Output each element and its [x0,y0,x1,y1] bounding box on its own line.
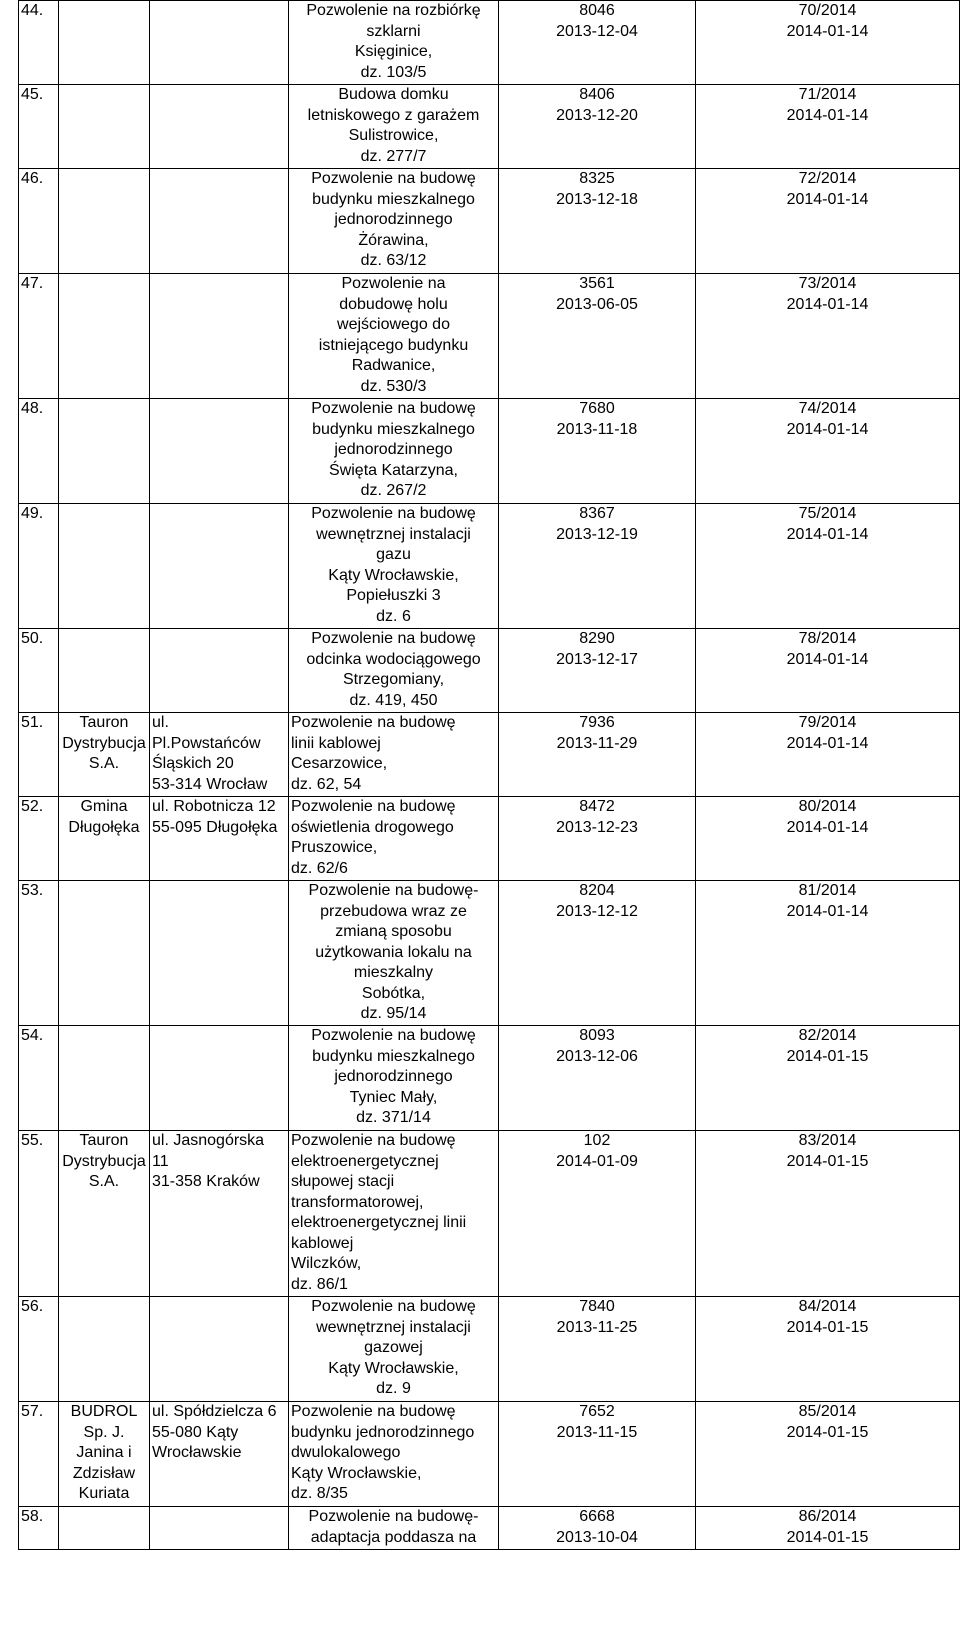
decision-cell [696,1297,960,1402]
object-cell-line: wejściowego do [337,316,450,333]
object-cell-line: Święta Katarzyna, [329,461,458,479]
investor-cell [59,713,150,797]
table-row [19,881,960,1026]
decision-cell-line: 75/2014 [798,505,857,522]
investor-cell-line: S.A. [88,1173,120,1190]
application-cell-line: 8290 [579,630,615,647]
address-cell [150,504,289,629]
object-cell-line: wewnętrznej instalacji [316,1318,471,1336]
decision-cell-line: 2014-01-14 [786,190,869,208]
decision-cell-line: 2014-01-14 [786,525,869,543]
table-row [19,1402,960,1507]
application-cell [499,399,696,504]
address-cell-line: ul. [152,714,169,731]
object-cell [289,169,499,274]
decision-cell-line: 70/2014 [798,2,857,19]
address-cell [150,1,289,85]
object-cell-line: Popiełuszki 3 [346,587,441,604]
row-number: 54. [19,1026,59,1131]
object-cell-line: Pozwolenie na rozbiórkę [306,2,481,19]
row-number: 47. [19,274,59,399]
investor-cell [59,1507,150,1550]
address-cell-line: Wrocławskie [152,1444,242,1461]
investor-cell-line: S.A. [88,755,120,772]
address-cell [150,629,289,713]
application-cell-line: 102 [583,1132,611,1149]
object-cell-line: Kąty Wrocławskie, [291,1464,422,1482]
table-row [19,1026,960,1131]
object-cell-line: letniskowego z garażem [307,106,480,124]
object-cell-line: dz. 6 [376,607,411,625]
application-cell [499,274,696,399]
investor-cell [59,629,150,713]
object-cell-line: Strzegomiany, [342,671,445,688]
decision-cell-line: 2014-01-14 [786,22,869,40]
table-row [19,629,960,713]
object-cell-line: Wilczków, [291,1255,362,1272]
address-cell [150,1131,289,1297]
application-cell [499,1131,696,1297]
decision-cell [696,881,960,1026]
row-number: 52. [19,797,59,881]
address-cell-line: 31-358 Kraków [152,1173,260,1190]
object-cell-line: Pozwolenie na budowę [291,714,456,731]
application-cell [499,629,696,713]
row-number: 56. [19,1297,59,1402]
investor-cell-line: Dystrybucja [62,1152,146,1170]
object-cell-line: budynku mieszkalnego [312,420,475,438]
application-cell [499,504,696,629]
application-cell-line: 2013-12-20 [556,106,638,124]
application-cell [499,881,696,1026]
table-row [19,504,960,629]
object-cell-line: jednorodzinnego [334,211,453,228]
object-cell-line: transformatorowej, [291,1193,424,1211]
permits-register-body [19,1,960,1550]
decision-cell-line: 72/2014 [798,170,857,187]
object-cell [289,85,499,169]
decision-cell [696,504,960,629]
investor-cell [59,1026,150,1131]
decision-cell-line: 2014-01-14 [786,734,869,752]
decision-cell [696,169,960,274]
address-cell [150,274,289,399]
application-cell-line: 8204 [579,882,615,899]
decision-cell [696,1,960,85]
application-cell-line: 8093 [579,1027,615,1044]
object-cell-line: Pozwolenie na budowę [311,400,476,417]
object-cell-line: Kąty Wrocławskie, [328,1359,459,1377]
object-cell [289,399,499,504]
application-cell-line: 2013-12-18 [556,190,638,208]
object-cell-line: linii kablowej [291,734,381,752]
decision-cell [696,1402,960,1507]
decision-cell [696,797,960,881]
object-cell-line: Sulistrowice, [348,127,439,144]
address-cell [150,797,289,881]
application-cell-line: 2013-11-29 [556,734,638,752]
object-cell-line: użytkowania lokalu na [315,943,472,961]
address-cell-line: ul. Spółdzielcza 6 [152,1403,277,1420]
investor-cell [59,1,150,85]
object-cell [289,881,499,1026]
object-cell-line: dz. 62, 54 [291,775,362,793]
object-cell-line: gazowej [364,1339,423,1356]
decision-cell [696,1131,960,1297]
investor-cell-line: Zdzisław Kuriata [72,1464,136,1502]
row-number: 45. [19,85,59,169]
object-cell [289,1131,499,1297]
application-cell-line: 8325 [579,170,615,187]
decision-cell [696,85,960,169]
object-cell-line: dz. 9 [376,1380,411,1397]
object-cell-line: Pozwolenie na budowę [311,630,476,647]
investor-cell [59,1131,150,1297]
row-number: 57. [19,1402,59,1507]
application-cell-line: 2014-01-09 [556,1152,638,1170]
object-cell-line: słupowej stacji [291,1173,395,1190]
application-cell-line: 7840 [579,1298,615,1315]
object-cell-line: jednorodzinnego [334,441,453,458]
investor-cell [59,399,150,504]
object-cell-line: jednorodzinnego [334,1068,453,1085]
investor-cell-line: Tauron [79,1132,129,1149]
object-cell-line: Pozwolenie na budowę [291,1403,456,1420]
object-cell-line: oświetlenia drogowego [291,818,454,836]
object-cell-line: Radwanice, [351,357,436,374]
application-cell-line: 3561 [579,275,615,292]
object-cell-line: istniejącego budynku [318,336,469,354]
application-cell-line: 2013-10-04 [556,1528,638,1546]
application-cell [499,85,696,169]
row-number: 55. [19,1131,59,1297]
table-row [19,85,960,169]
decision-cell-line: 2014-01-14 [786,902,869,920]
table-row [19,399,960,504]
object-cell-line: budynku mieszkalnego [312,1047,475,1065]
object-cell-line: odcinka wodociągowego [306,650,481,668]
object-cell-line: Pozwolenie na budowę [311,505,476,522]
object-cell-line: Pruszowice, [291,839,378,856]
investor-cell-line: Gmina [80,798,128,815]
investor-cell [59,504,150,629]
application-cell [499,169,696,274]
investor-cell [59,169,150,274]
application-cell [499,1297,696,1402]
application-cell [499,1507,696,1550]
decision-cell-line: 2014-01-15 [786,1318,869,1336]
object-cell-line: dz. 530/3 [360,377,427,395]
object-cell-line: dz. 86/1 [291,1275,348,1293]
object-cell-line: Księginice, [354,43,433,60]
address-cell [150,1026,289,1131]
application-cell-line: 2013-12-06 [556,1047,638,1065]
object-cell-line: Pozwolenie na budowę [311,1298,476,1315]
object-cell-line: szklarni [366,22,421,40]
decision-cell-line: 85/2014 [798,1403,857,1420]
address-cell [150,1402,289,1507]
object-cell-line: zmianą sposobu [335,923,452,940]
address-cell-line: 53-314 Wrocław [152,775,268,793]
address-cell [150,1507,289,1550]
object-cell-line: Sobótka, [361,984,426,1002]
object-cell-line: Pozwolenie na budowę- [308,882,479,899]
decision-cell-line: 2014-01-15 [786,1423,869,1441]
object-cell-line: dz. 95/14 [360,1005,427,1022]
object-cell [289,274,499,399]
decision-cell-line: 86/2014 [798,1508,857,1525]
object-cell-line: Pozwolenie na [341,275,446,292]
object-cell [289,629,499,713]
object-cell [289,1402,499,1507]
table-row [19,1131,960,1297]
application-cell-line: 2013-12-04 [556,22,638,40]
investor-cell [59,1402,150,1507]
object-cell-line: Pozwolenie na budowę [311,1027,476,1044]
decision-cell-line: 2014-01-14 [786,818,869,836]
decision-cell-line: 83/2014 [798,1132,857,1149]
application-cell-line: 7652 [579,1403,615,1420]
decision-cell-line: 84/2014 [798,1298,857,1315]
object-cell-line: adaptacja poddasza na [310,1528,477,1546]
investor-cell-line: Tauron [79,714,129,731]
row-number: 49. [19,504,59,629]
object-cell [289,504,499,629]
decision-cell [696,399,960,504]
object-cell-line: dz. 8/35 [291,1485,348,1502]
object-cell-line: dobudowę holu [339,295,448,313]
object-cell-line: Budowa domku [338,86,449,103]
investor-cell-line: Długołęka [68,818,140,836]
decision-cell [696,274,960,399]
object-cell-line: gazu [376,546,411,563]
object-cell-line: budynku jednorodzinnego [291,1423,475,1441]
investor-cell [59,797,150,881]
object-cell-line: dwulokalowego [291,1444,401,1461]
object-cell [289,1,499,85]
object-cell-line: mieszkalny [353,964,434,981]
address-cell [150,85,289,169]
decision-cell-line: 78/2014 [798,630,857,647]
application-cell-line: 7936 [579,714,615,731]
decision-cell-line: 2014-01-15 [786,1047,869,1065]
table-row [19,1507,960,1550]
decision-cell-line: 2014-01-14 [786,650,869,668]
application-cell-line: 2013-11-15 [556,1423,638,1441]
decision-cell-line: 80/2014 [798,798,857,815]
address-cell-line: 55-095 Długołęka [152,818,278,836]
decision-cell-line: 81/2014 [798,882,857,899]
application-cell-line: 7680 [579,400,615,417]
address-cell [150,1297,289,1402]
address-cell-line: ul. Jasnogórska [152,1132,265,1149]
application-cell-line: 2013-11-25 [556,1318,638,1336]
decision-cell-line: 74/2014 [798,400,857,417]
application-cell [499,713,696,797]
application-cell-line: 8472 [579,798,615,815]
decision-cell-line: 2014-01-15 [786,1528,869,1546]
investor-cell [59,1297,150,1402]
decision-cell-line: 82/2014 [798,1027,857,1044]
table-row [19,1297,960,1402]
application-cell [499,797,696,881]
row-number: 50. [19,629,59,713]
address-cell [150,713,289,797]
application-cell [499,1,696,85]
row-number: 44. [19,1,59,85]
row-number: 48. [19,399,59,504]
investor-cell [59,274,150,399]
address-cell-line: Pl.Powstańców [152,734,261,752]
investor-cell [59,881,150,1026]
investor-cell-line: BUDROL Sp. J. [70,1403,138,1441]
object-cell-line: wewnętrznej instalacji [316,525,471,543]
object-cell-line: dz. 267/2 [360,482,427,499]
table-row [19,797,960,881]
address-cell [150,169,289,274]
application-cell-line: 2013-12-12 [556,902,638,920]
application-cell-line: 8046 [579,2,615,19]
object-cell [289,1297,499,1402]
decision-cell-line: 2014-01-14 [786,295,869,313]
application-cell-line: 2013-12-19 [556,525,638,543]
decision-cell-line: 2014-01-15 [786,1152,869,1170]
application-cell [499,1402,696,1507]
table-row [19,274,960,399]
object-cell-line: dz. 419, 450 [349,691,438,709]
investor-cell [59,85,150,169]
decision-cell-line: 2014-01-14 [786,420,869,438]
investor-cell-line: Dystrybucja [62,734,146,752]
application-cell-line: 2013-06-05 [556,295,638,313]
application-cell-line: 6668 [579,1508,615,1525]
object-cell [289,1026,499,1131]
address-cell-line: ul. Robotnicza 12 [152,798,276,815]
object-cell [289,1507,499,1550]
object-cell-line: Pozwolenie na budowę- [308,1508,479,1525]
object-cell-line: Żórawina, [358,231,429,249]
table-row [19,1,960,85]
permits-register-table [18,0,960,1550]
object-cell [289,797,499,881]
object-cell-line: Tyniec Mały, [349,1088,438,1106]
object-cell-line: Pozwolenie na budowę [291,1132,456,1149]
decision-cell-line: 2014-01-14 [786,106,869,124]
decision-cell [696,1507,960,1550]
object-cell-line: dz. 277/7 [360,147,427,165]
object-cell-line: dz. 103/5 [360,63,427,81]
investor-cell-line: Janina i [76,1444,132,1461]
object-cell-line: elektroenergetycznej [291,1152,439,1170]
table-row [19,169,960,274]
object-cell-line: budynku mieszkalnego [312,190,475,208]
application-cell-line: 2013-12-17 [556,650,638,668]
decision-cell [696,629,960,713]
decision-cell [696,713,960,797]
address-cell [150,881,289,1026]
address-cell [150,399,289,504]
application-cell-line: 2013-12-23 [556,818,638,836]
address-cell-line: 55-080 Kąty [152,1423,239,1441]
object-cell-line: dz. 371/14 [356,1109,431,1126]
decision-cell [696,1026,960,1131]
address-cell-line: 11 [152,1152,169,1170]
object-cell-line: przebudowa wraz ze [320,902,467,920]
decision-cell-line: 71/2014 [798,86,857,103]
table-row [19,713,960,797]
row-number: 58. [19,1507,59,1550]
object-cell-line: elektroenergetycznej linii [291,1214,467,1231]
application-cell-line: 2013-11-18 [556,420,638,438]
row-number: 51. [19,713,59,797]
decision-cell-line: 73/2014 [798,275,857,292]
object-cell-line: Pozwolenie na budowę [311,170,476,187]
application-cell-line: 8406 [579,86,615,103]
object-cell-line: Kąty Wrocławskie, [328,566,459,584]
row-number: 53. [19,881,59,1026]
row-number: 46. [19,169,59,274]
application-cell-line: 8367 [579,505,615,522]
application-cell [499,1026,696,1131]
object-cell-line: dz. 63/12 [360,252,427,269]
address-cell-line: Śląskich 20 [152,755,234,772]
object-cell [289,713,499,797]
object-cell-line: Pozwolenie na budowę [291,798,456,815]
object-cell-line: Cesarzowice, [291,755,388,772]
object-cell-line: dz. 62/6 [291,859,348,877]
object-cell-line: kablowej [291,1234,354,1252]
decision-cell-line: 79/2014 [798,714,857,731]
